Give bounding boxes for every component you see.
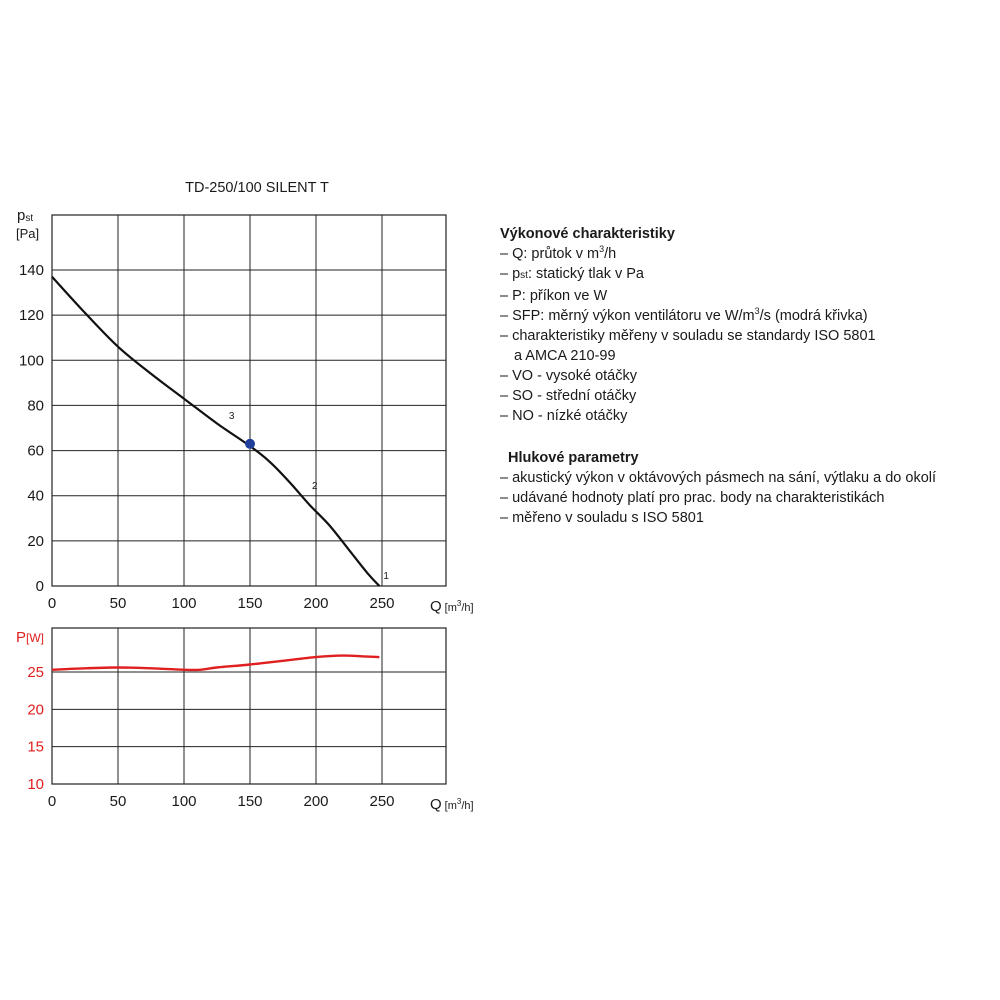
y-axis-unit: [Pa]	[16, 226, 40, 241]
y-tick-label: 40	[27, 487, 44, 505]
legend-item-pst: – pst: statický tlak v Pa	[500, 266, 644, 282]
x-tick-labels	[48, 793, 395, 810]
plot-border	[52, 628, 446, 784]
annotation-label: 1	[383, 571, 389, 583]
power-x-axis-label-main: Q	[430, 796, 442, 813]
noise-title: Hlukové parametry	[508, 450, 639, 466]
legend-item-so: – SO - střední otáčky	[500, 388, 637, 404]
y-tick-label: 100	[18, 352, 44, 370]
y-axis-label-main: p	[17, 207, 26, 224]
plot-border	[52, 215, 446, 586]
pressure-chart	[16, 180, 474, 615]
legend-item-sfp: – SFP: měrný výkon ventilátoru ve $W/m^3/s$ (modrá křivka)	[500, 306, 868, 324]
y-tick-label: 15	[27, 738, 44, 756]
x-tick-label: 0	[47, 793, 57, 810]
legend-item-q: – Q: průtok v $m^3/h$	[500, 244, 617, 262]
power-x-axis-unit-pre: [m	[444, 800, 457, 812]
pressure-curve	[52, 277, 379, 586]
legend-panel	[500, 224, 995, 528]
noise-item-1: – akustický výkon v oktávových pásmech na sání, výtlaku a do okolí	[500, 470, 937, 486]
x-axis-label	[430, 598, 474, 615]
y-tick-label: 25	[27, 664, 44, 681]
x-tick-label: 50	[109, 595, 127, 612]
x-axis-unit-pre: [m	[444, 602, 457, 614]
noise-item-2: – udávané hodnoty platí pro prac. body na charakteristikách	[500, 490, 885, 506]
y-tick-label: 80	[27, 397, 44, 415]
power-x-axis-unit-sup: 3	[456, 797, 462, 806]
y-tick-labels	[19, 262, 44, 595]
performance-title: Výkonové charakteristiky	[500, 226, 675, 242]
y-tick-label: 140	[18, 262, 44, 279]
legend-item-vo: – VO - vysoké otáčky	[500, 368, 637, 384]
x-tick-label: 150	[237, 793, 263, 810]
x-tick-labels	[48, 595, 395, 612]
noise-item-3: – měřeno v souladu s ISO 5801	[500, 510, 704, 526]
x-axis-unit-sup: 3	[456, 599, 462, 608]
y-tick-labels	[27, 664, 44, 793]
legend-item-iso-cont: a AMCA 210-99	[514, 348, 616, 364]
power-y-axis-unit: [W]	[26, 631, 45, 645]
chart-title: TD-250/100 SILENT T	[185, 180, 329, 196]
y-tick-label: 0	[35, 578, 44, 595]
power-x-axis-label	[430, 796, 474, 813]
power-x-axis-unit-post: /h]	[461, 800, 474, 812]
x-tick-label: 0	[47, 595, 57, 612]
operating-point-marker	[245, 439, 255, 449]
performance-list	[500, 244, 995, 426]
legend-item-no: – NO - nízké otáčky	[500, 408, 628, 424]
legend-item-power: – P: příkon ve W	[500, 288, 608, 304]
y-tick-label: 60	[27, 442, 44, 460]
noise-section	[500, 448, 995, 468]
x-axis-unit-post: /h]	[461, 602, 474, 614]
y-tick-label: 20	[27, 701, 44, 719]
y-tick-label: 10	[27, 776, 44, 793]
annotation-label: 3	[228, 410, 235, 422]
legend-item-iso: – charakteristiky měřeny v souladu se standardy ISO 5801	[500, 328, 876, 344]
x-tick-label: 200	[303, 793, 329, 810]
annotation-label: 2	[312, 480, 318, 492]
annotations	[229, 411, 389, 582]
power-curve	[52, 656, 379, 670]
noise-list	[500, 468, 995, 528]
x-tick-label: 250	[369, 595, 395, 612]
y-tick-label: 120	[18, 307, 44, 325]
x-tick-label: 100	[171, 595, 197, 612]
power-y-axis-label	[16, 629, 44, 646]
grid	[52, 628, 446, 784]
y-axis-label	[17, 207, 33, 224]
y-axis-label-sub: st	[25, 213, 34, 224]
power-chart	[16, 628, 474, 813]
x-tick-label: 50	[109, 793, 127, 810]
x-tick-label: 250	[369, 793, 395, 810]
y-tick-label: 20	[27, 532, 44, 550]
x-tick-label: 100	[171, 793, 197, 810]
power-y-axis-label-main: P	[16, 629, 27, 646]
x-axis-label-main: Q	[430, 598, 442, 615]
grid	[52, 215, 446, 586]
x-tick-label: 150	[237, 595, 263, 612]
x-tick-label: 200	[303, 595, 329, 612]
